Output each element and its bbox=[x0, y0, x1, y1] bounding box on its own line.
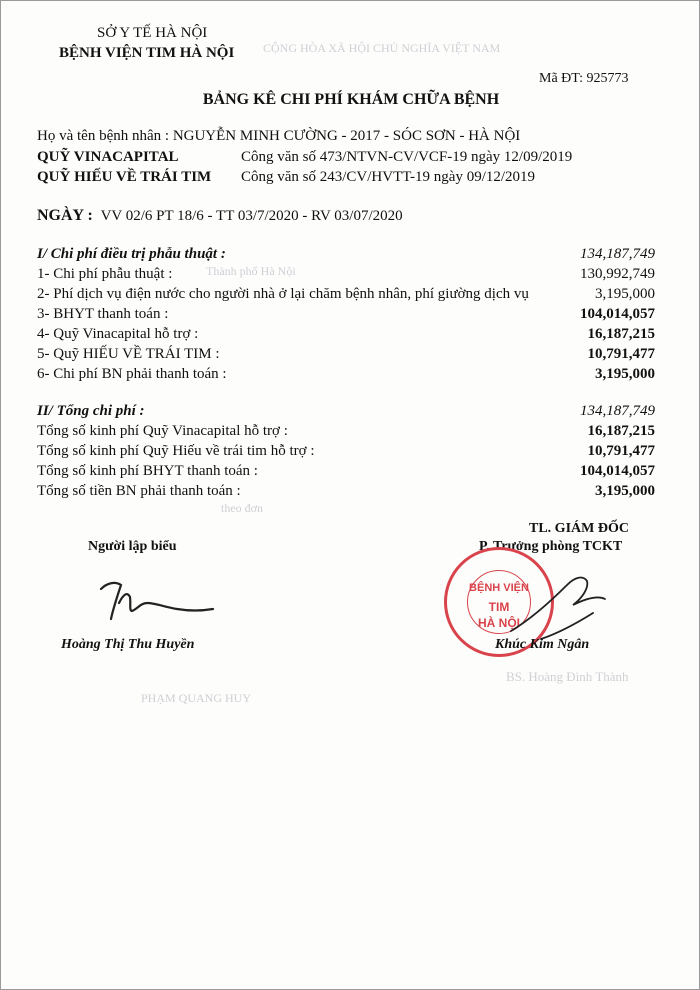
section2-title: II/ Tổng chi phí : bbox=[37, 403, 145, 419]
row-value: 104,014,057 bbox=[580, 463, 655, 479]
preparer-title: Người lập biểu bbox=[88, 539, 177, 554]
fund-doc: Công văn số 243/CV/HVTT-19 ngày 09/12/2019 bbox=[241, 169, 536, 185]
section2-total: 134,187,749 bbox=[580, 403, 655, 419]
stamp-text: BỆNH VIỆN bbox=[469, 582, 529, 594]
row-label: 5- Quỹ HIẾU VỀ TRÁI TIM : bbox=[37, 346, 220, 362]
org-line-2: BỆNH VIỆN TIM HÀ NỘI bbox=[59, 45, 235, 61]
row-label: Tổng số kinh phí BHYT thanh toán : bbox=[37, 463, 258, 479]
stamp-text: TIM bbox=[488, 600, 510, 614]
table-row bbox=[37, 483, 655, 502]
row-label: 2- Phí dịch vụ điện nước cho người nhà ở lại chăm bệnh nhân, phí giường dịch vụ bbox=[37, 286, 529, 302]
row-value: 130,992,749 bbox=[580, 266, 655, 282]
preparer-name: Hoàng Thị Thu Huyền bbox=[61, 637, 195, 652]
date-label: NGÀY : bbox=[37, 207, 93, 224]
row-label: 6- Chi phí BN phải thanh toán : bbox=[37, 366, 227, 382]
row-value: 3,195,000 bbox=[595, 286, 655, 302]
bleed-through-text: CỘNG HÒA XÃ HỘI CHỦ NGHĨA VIỆT NAM bbox=[263, 41, 501, 55]
fund-doc: Công văn số 473/NTVN-CV/VCF-19 ngày 12/09/2019 bbox=[241, 149, 573, 165]
director-title: TL. GIÁM ĐỐC bbox=[529, 521, 629, 536]
table-row bbox=[37, 306, 655, 325]
row-value: 10,791,477 bbox=[587, 346, 655, 362]
row-label: 4- Quỹ Vinacapital hỗ trợ : bbox=[37, 326, 199, 342]
section2-header bbox=[37, 403, 655, 422]
table-row bbox=[37, 326, 655, 345]
table-row bbox=[37, 423, 655, 442]
table-row bbox=[37, 463, 655, 482]
row-label: 3- BHYT thanh toán : bbox=[37, 306, 169, 322]
table-row bbox=[37, 366, 655, 385]
section1-header bbox=[37, 246, 655, 265]
table-row bbox=[37, 443, 655, 462]
deputy-head-title: P. Trưởng phòng TCKT bbox=[479, 539, 623, 554]
director-name: Khúc Kim Ngân bbox=[495, 637, 590, 652]
phone-code: Mã ĐT: 925773 bbox=[539, 71, 629, 86]
table-row bbox=[37, 266, 655, 285]
fund-name: QUỸ HIẾU VỀ TRÁI TIM bbox=[37, 169, 212, 185]
bleed-through-text: theo đơn bbox=[221, 501, 264, 515]
row-value: 16,187,215 bbox=[587, 326, 655, 342]
row-value: 10,791,477 bbox=[587, 443, 655, 459]
date-line bbox=[37, 207, 403, 225]
table-row bbox=[37, 346, 655, 365]
fund-name: QUỸ VINACAPITAL bbox=[37, 149, 179, 165]
row-value: 104,014,057 bbox=[580, 306, 655, 322]
row-label: Tổng số kinh phí Quỹ Vinacapital hỗ trợ : bbox=[37, 423, 288, 439]
patient-label: Họ và tên bệnh nhân : bbox=[37, 128, 170, 144]
patient-value: NGUYỄN MINH CƯỜNG - 2017 - SÓC SƠN - HÀ NỘI bbox=[172, 128, 521, 144]
preparer-signature bbox=[93, 573, 223, 625]
table-row bbox=[37, 286, 655, 305]
row-label: Tổng số kinh phí Quỹ Hiếu về trái tim hỗ trợ : bbox=[37, 443, 315, 459]
org-line-1: SỞ Y TẾ HÀ NỘI bbox=[97, 25, 208, 41]
section1-total: 134,187,749 bbox=[580, 246, 655, 262]
row-value: 3,195,000 bbox=[595, 483, 655, 499]
document-title: BẢNG KÊ CHI PHÍ KHÁM CHỮA BỆNH bbox=[202, 91, 500, 108]
stamp-text: HÀ NỘI bbox=[478, 616, 520, 630]
section1-title: I/ Chi phí điều trị phẫu thuật : bbox=[37, 246, 226, 262]
bleed-through-text: BS. Hoàng Đình Thành bbox=[506, 669, 629, 684]
row-value: 16,187,215 bbox=[587, 423, 655, 439]
row-label: 1- Chi phí phẫu thuật : bbox=[37, 266, 173, 282]
date-value: VV 02/6 PT 18/6 - TT 03/7/2020 - RV 03/07/2020 bbox=[100, 208, 403, 224]
bleed-through-text: Thành phố Hà Nội bbox=[206, 264, 296, 278]
row-value: 3,195,000 bbox=[595, 366, 655, 382]
bleed-through-text: PHẠM QUANG HUY bbox=[141, 691, 252, 705]
row-label: Tổng số tiền BN phải thanh toán : bbox=[37, 483, 241, 499]
patient-line bbox=[37, 128, 520, 145]
